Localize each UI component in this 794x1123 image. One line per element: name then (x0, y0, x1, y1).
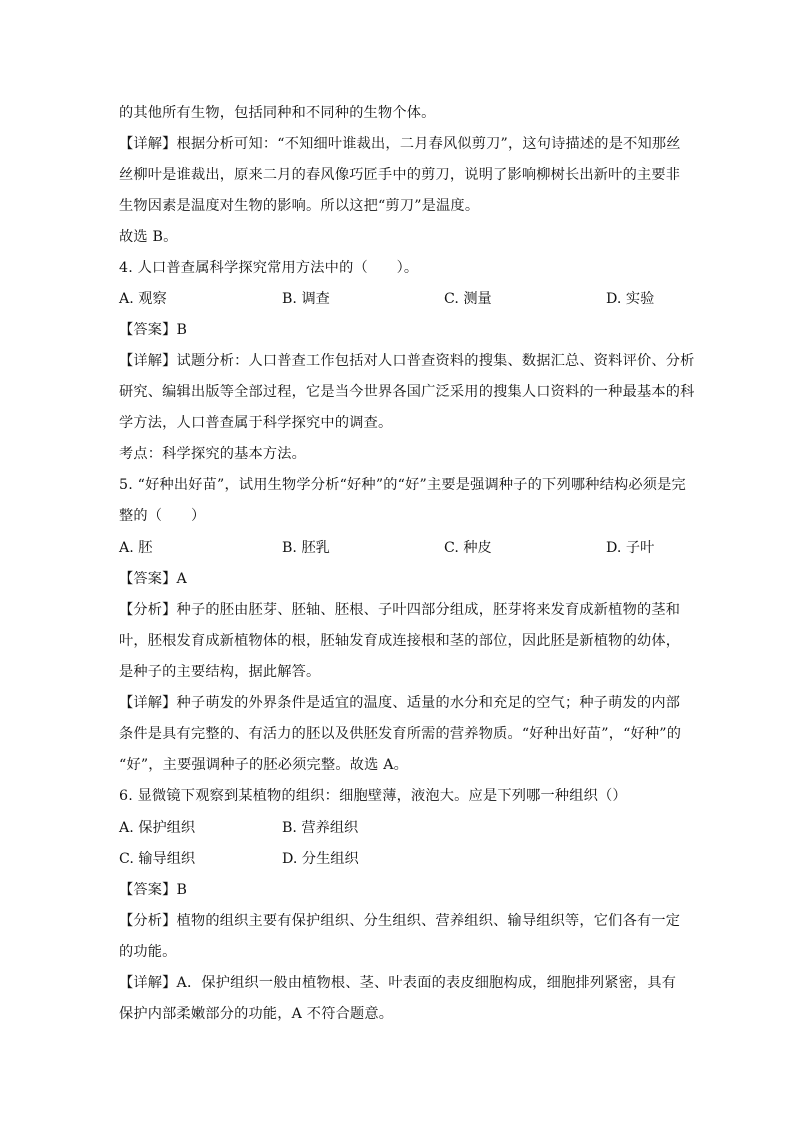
q4-option-b: B. 调查 (282, 291, 330, 307)
q6-option-b: B. 营养组织 (282, 820, 359, 836)
question-5-stem-cont: 整的（ ） (119, 508, 206, 524)
q5-option-d: D. 子叶 (606, 540, 655, 556)
text-line: 保护内部柔嫩部分的功能，A 不符合题意。 (119, 1006, 394, 1022)
text-line: 叶，胚根发育成新植物体的根，胚轴发育成连接根和茎的部位，因此胚是新植物的幼体， (119, 633, 681, 649)
text-line: 条件是具有完整的、有活力的胚以及供胚发育所需的营养物质。“好种出好苗”，“好种”的 (119, 726, 682, 742)
question-6-stem: 6. 显微镜下观察到某植物的组织：细胞壁薄，液泡大。应是下列哪一种组织（） (119, 788, 627, 804)
text-line: 考点：科学探究的基本方法。 (119, 446, 307, 462)
q6-option-c: C. 输导组织 (119, 851, 196, 867)
text-line: 【详解】试题分析：人口普查工作包括对人口普查资料的搜集、数据汇总、资料评价、分析 (119, 353, 695, 369)
q5-option-a: A. 胚 (119, 540, 153, 556)
text-line: 的功能。 (119, 944, 177, 960)
q6-option-a: A. 保护组织 (119, 820, 196, 836)
text-line: 学方法，人口普查属于科学探究中的调查。 (119, 415, 393, 431)
text-line: 【分析】植物的组织主要有保护组织、分生组织、营养组织、输导组织等，它们各有一定 (119, 913, 681, 929)
q5-option-c: C. 种皮 (444, 540, 492, 556)
q4-option-a: A. 观察 (119, 291, 167, 307)
text-line: 研究、编辑出版等全部过程，它是当今世界各国广泛采用的搜集人口资料的一种最基本的科 (119, 384, 695, 400)
text-line: 【详解】根据分析可知：“不知细叶谁裁出，二月春风似剪刀”，这句诗描述的是不知那丝 (119, 136, 681, 152)
text-line: 【详解】A．保护组织一般由植物根、茎、叶表面的表皮细胞构成，细胞排列紧密，具有 (119, 975, 677, 991)
q6-option-d: D. 分生组织 (282, 851, 359, 867)
text-line: 丝柳叶是谁裁出，原来二月的春风像巧匠手中的剪刀，说明了影响柳树长出新叶的主要非 (119, 167, 681, 183)
answer-line: 【答案】B (119, 882, 188, 898)
question-5-stem: 5. “好种出好苗”，试用生物学分析“好种”的“好”主要是强调种子的下列哪种结构必须是完 (119, 477, 686, 493)
q4-option-d: D. 实验 (606, 291, 655, 307)
text-line: 的其他所有生物，包括同种和不同种的生物个体。 (119, 105, 436, 121)
q4-option-c: C. 测量 (444, 291, 492, 307)
text-line: “好”，主要强调种子的胚必须完整。故选 A。 (119, 757, 409, 773)
answer-line: 【答案】A (119, 571, 187, 587)
text-line: 【分析】种子的胚由胚芽、胚轴、胚根、子叶四部分组成，胚芽将来发育成新植物的茎和 (119, 602, 681, 618)
text-line: 是种子的主要结构，据此解答。 (119, 664, 321, 680)
q5-option-b: B. 胚乳 (282, 540, 330, 556)
text-line: 【详解】种子萌发的外界条件是适宜的温度、适量的水分和充足的空气；种子萌发的内部 (119, 695, 681, 711)
answer-line: 【答案】B (119, 322, 188, 338)
text-line: 故选 B。 (119, 229, 178, 245)
question-4-stem: 4. 人口普查属科学探究常用方法中的（ ）。 (119, 260, 419, 276)
text-line: 生物因素是温度对生物的影响。所以这把“剪刀”是温度。 (119, 198, 480, 214)
